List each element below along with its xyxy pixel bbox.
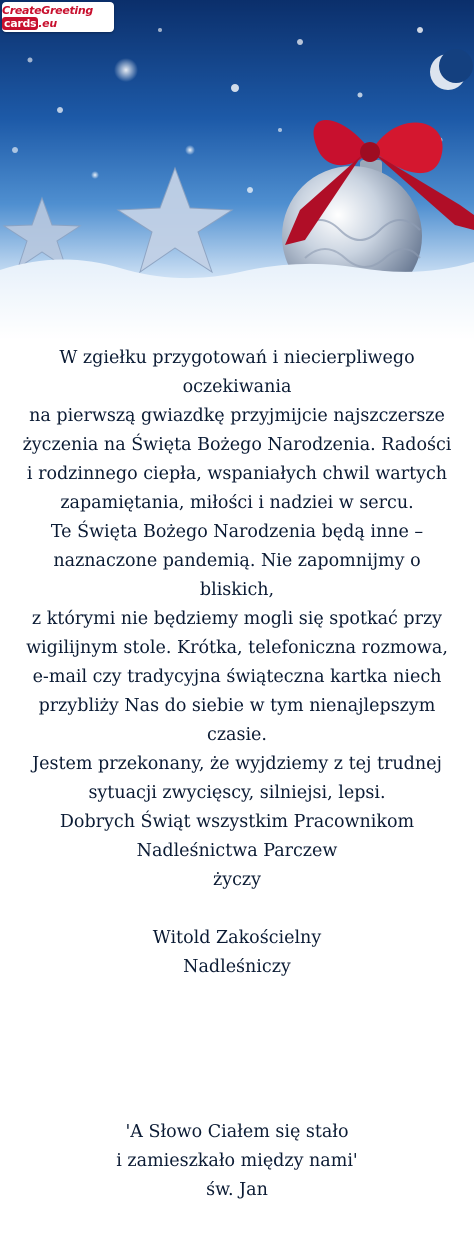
greeting-line: W zgiełku przygotowań i niecierpliwego oczekiwania xyxy=(59,348,415,397)
christmas-scene-illustration xyxy=(0,0,474,340)
greeting-line: naznaczone pandemią. Nie zapomnijmy o bliskich, xyxy=(53,551,421,600)
greeting-line: wigilijnym stole. Krótka, telefoniczna rozmowa, xyxy=(26,638,448,658)
greeting-line: Te Święta Bożego Narodzenia będą inne – xyxy=(50,522,424,542)
logo-text: CreateGreeting cards .eu xyxy=(2,4,94,30)
signature-name: Witold Zakościelny xyxy=(152,928,322,948)
greeting-line: zapamiętania, miłości i nadziei w sercu. xyxy=(60,493,414,513)
bible-quote xyxy=(20,1118,454,1205)
greeting-line: Dobrych Świąt wszystkim Pracownikom xyxy=(59,812,415,832)
greeting-line: z którymi nie będziemy mogli się spotkać przy xyxy=(31,609,443,629)
quote-line: 'A Słowo Ciałem się stało xyxy=(125,1122,349,1142)
greeting-line: na pierwszą gwiazdkę przyjmijcie najszczersze xyxy=(29,406,445,426)
greeting-line: Nadleśnictwa Parczew xyxy=(136,841,338,861)
greeting-line: życzenia na Święta Bożego Narodzenia. Radości xyxy=(22,435,452,455)
greeting-line: Jestem przekonany, że wyjdziemy z tej trudnej xyxy=(32,754,442,774)
greeting-line: przybliży Nas do siebie w tym nienajlepszym czasie. xyxy=(38,696,436,745)
crescent-moon-icon xyxy=(430,49,473,90)
signature-title: Nadleśniczy xyxy=(183,957,291,977)
quote-attribution: św. Jan xyxy=(206,1180,268,1200)
greeting-line: życzy xyxy=(212,870,261,890)
greeting-text xyxy=(20,344,454,982)
greeting-line: e-mail czy tradycyjna świąteczna kartka niech xyxy=(32,667,442,687)
spacer xyxy=(20,895,454,924)
glitter-star-icon xyxy=(4,168,232,272)
logo[interactable] xyxy=(2,2,114,32)
quote-line: i zamieszkało między nami' xyxy=(116,1151,358,1171)
greeting-line: i rodzinnego ciepła, wspaniałych chwil wartych xyxy=(26,464,448,484)
header-scene xyxy=(0,0,474,340)
greeting-line: sytuacji zwycięscy, silniejsi, lepsi. xyxy=(88,783,386,803)
